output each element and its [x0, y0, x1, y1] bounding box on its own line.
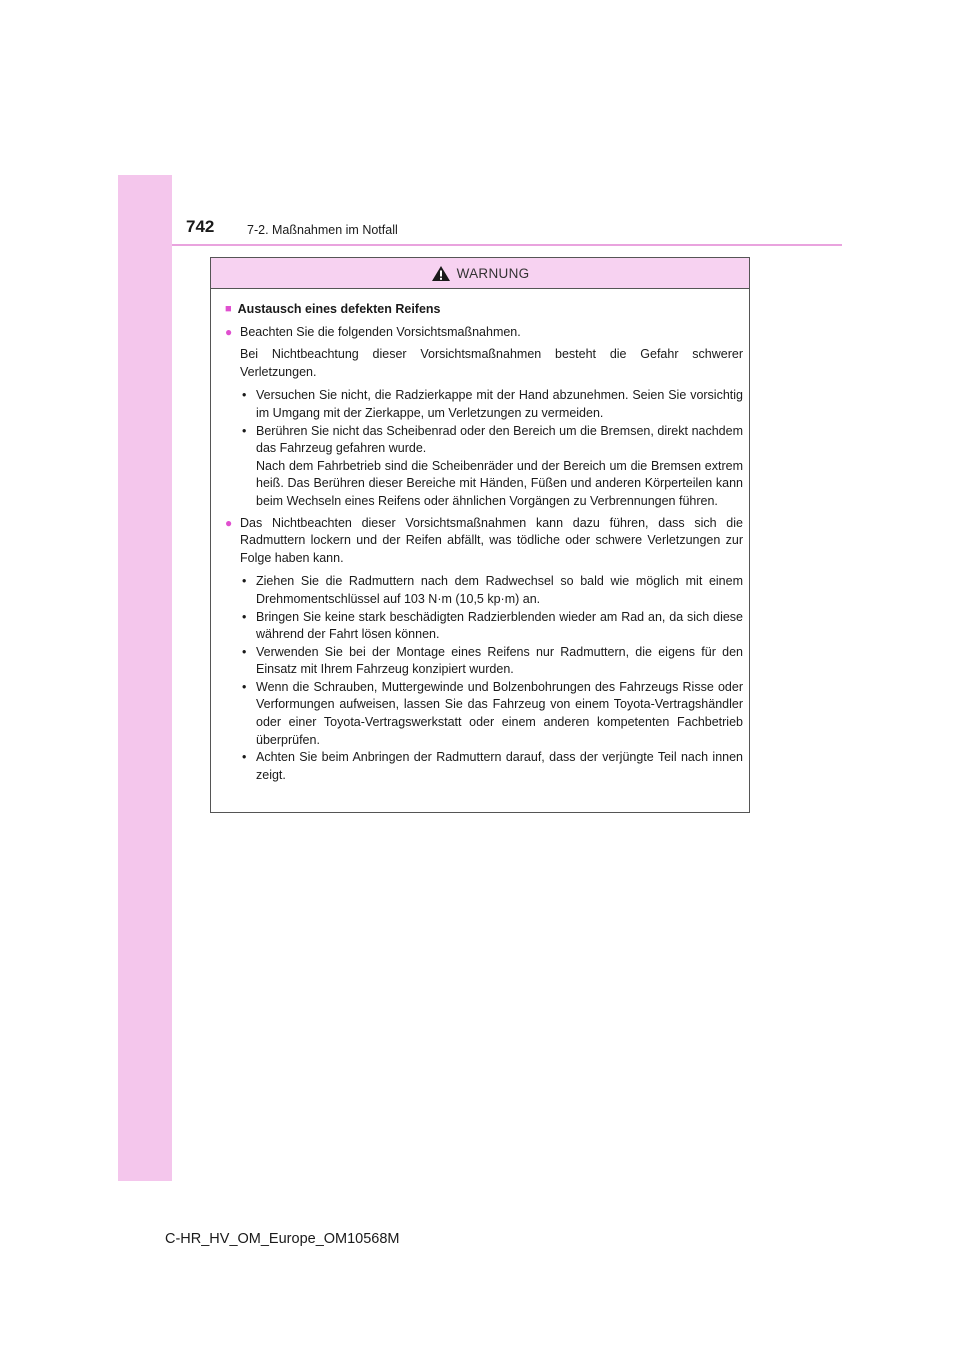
sub-list-item: • Versuchen Sie nicht, die Radzierkappe mit der Hand abzunehmen. Seien Sie vorsichtig im Umgang mit der Zierkappe, um Verletzungen zu vermeiden.: [240, 387, 743, 422]
warning-label: WARNUNG: [456, 265, 530, 281]
dot-bullet-icon: •: [242, 609, 247, 624]
section-title: 7-2. Maßnahmen im Notfall: [247, 223, 398, 237]
sub-list-item: • Achten Sie beim Anbringen der Radmuttern darauf, dass der verjüngte Teil nach innen zeigt.: [240, 749, 743, 784]
sub-list-item: • Ziehen Sie die Radmuttern nach dem Radwechsel so bald wie möglich mit einem Drehmomentschlüssel auf 103 N·m (10,5 kp·m) an.: [240, 573, 743, 608]
list-item: [225, 324, 743, 342]
paragraph: Bei Nichtbeachtung dieser Vorsichtsmaßnahmen besteht die Gefahr schwerer Verletzungen.: [240, 347, 743, 379]
sub-list-item: • Bringen Sie keine stark beschädigten Radzierblenden wieder am Rad an, da sich diese während der Fahrt lösen können.: [240, 609, 743, 644]
sub-list-item: • Verwenden Sie bei der Montage eines Reifens nur Radmuttern, die eigens für den Einsatz mit Ihrem Fahrzeug konzipiert wurden.: [240, 644, 743, 679]
side-band: [118, 175, 172, 1181]
sub-list: [240, 573, 743, 784]
dot-bullet-icon: •: [242, 388, 247, 403]
sub-list: [240, 387, 743, 510]
warning-box: [210, 257, 750, 813]
dot-bullet-icon: •: [242, 750, 247, 765]
warning-body: [211, 289, 749, 784]
sub-list-item-continuation: Nach dem Fahrbetrieb sind die Scheibenräder und der Bereich um die Bremsen extrem heiß. Das Berühren dieser Bereiche mit Händen, Füßen und anderen Körperteilen kann beim Wechseln eines Reifens oder ähnlichen Vorgängen zu Verbrennungen führen.: [256, 458, 743, 508]
square-bullet-icon: ■: [225, 303, 232, 315]
sub-list-item: • Wenn die Schrauben, Muttergewinde und Bolzenbohrungen des Fahrzeugs Risse oder Verformungen aufweisen, lassen Sie das Fahrzeug von einem Toyota-Vertragshändler oder einer Toyota-Vertragswerkstatt oder einem anderen kompetenten Fachbetrieb überprüfen.: [240, 679, 743, 749]
document-id: C-HR_HV_OM_Europe_OM10568M: [165, 1231, 400, 1247]
list-item: [225, 515, 743, 568]
dot-bullet-icon: •: [242, 644, 247, 659]
warning-heading-text: Austausch eines defekten Reifens: [237, 302, 441, 316]
warning-triangle-icon: [431, 265, 451, 282]
page-number: 742: [186, 217, 215, 236]
circle-bullet-icon: ●: [225, 515, 233, 530]
dot-bullet-icon: •: [242, 423, 247, 438]
dot-bullet-icon: •: [242, 574, 247, 589]
warning-heading: [225, 301, 743, 319]
sub-list-item: • Berühren Sie nicht das Scheibenrad oder den Bereich um die Bremsen, direkt nachdem das Fahrzeug gefahren wurde.: [240, 423, 743, 458]
header-rule: [172, 244, 842, 246]
list-item-text: Das Nichtbeachten dieser Vorsichtsmaßnahmen kann dazu führen, dass sich die Radmuttern lockern und der Reifen abfällt, was tödliche oder schwere Verletzungen zur Folge haben kann.: [240, 515, 743, 565]
warning-header: [211, 258, 749, 289]
circle-bullet-icon: ●: [225, 324, 233, 339]
list-item-text: Beachten Sie die folgenden Vorsichtsmaßnahmen.: [240, 324, 521, 339]
dot-bullet-icon: •: [242, 679, 247, 694]
